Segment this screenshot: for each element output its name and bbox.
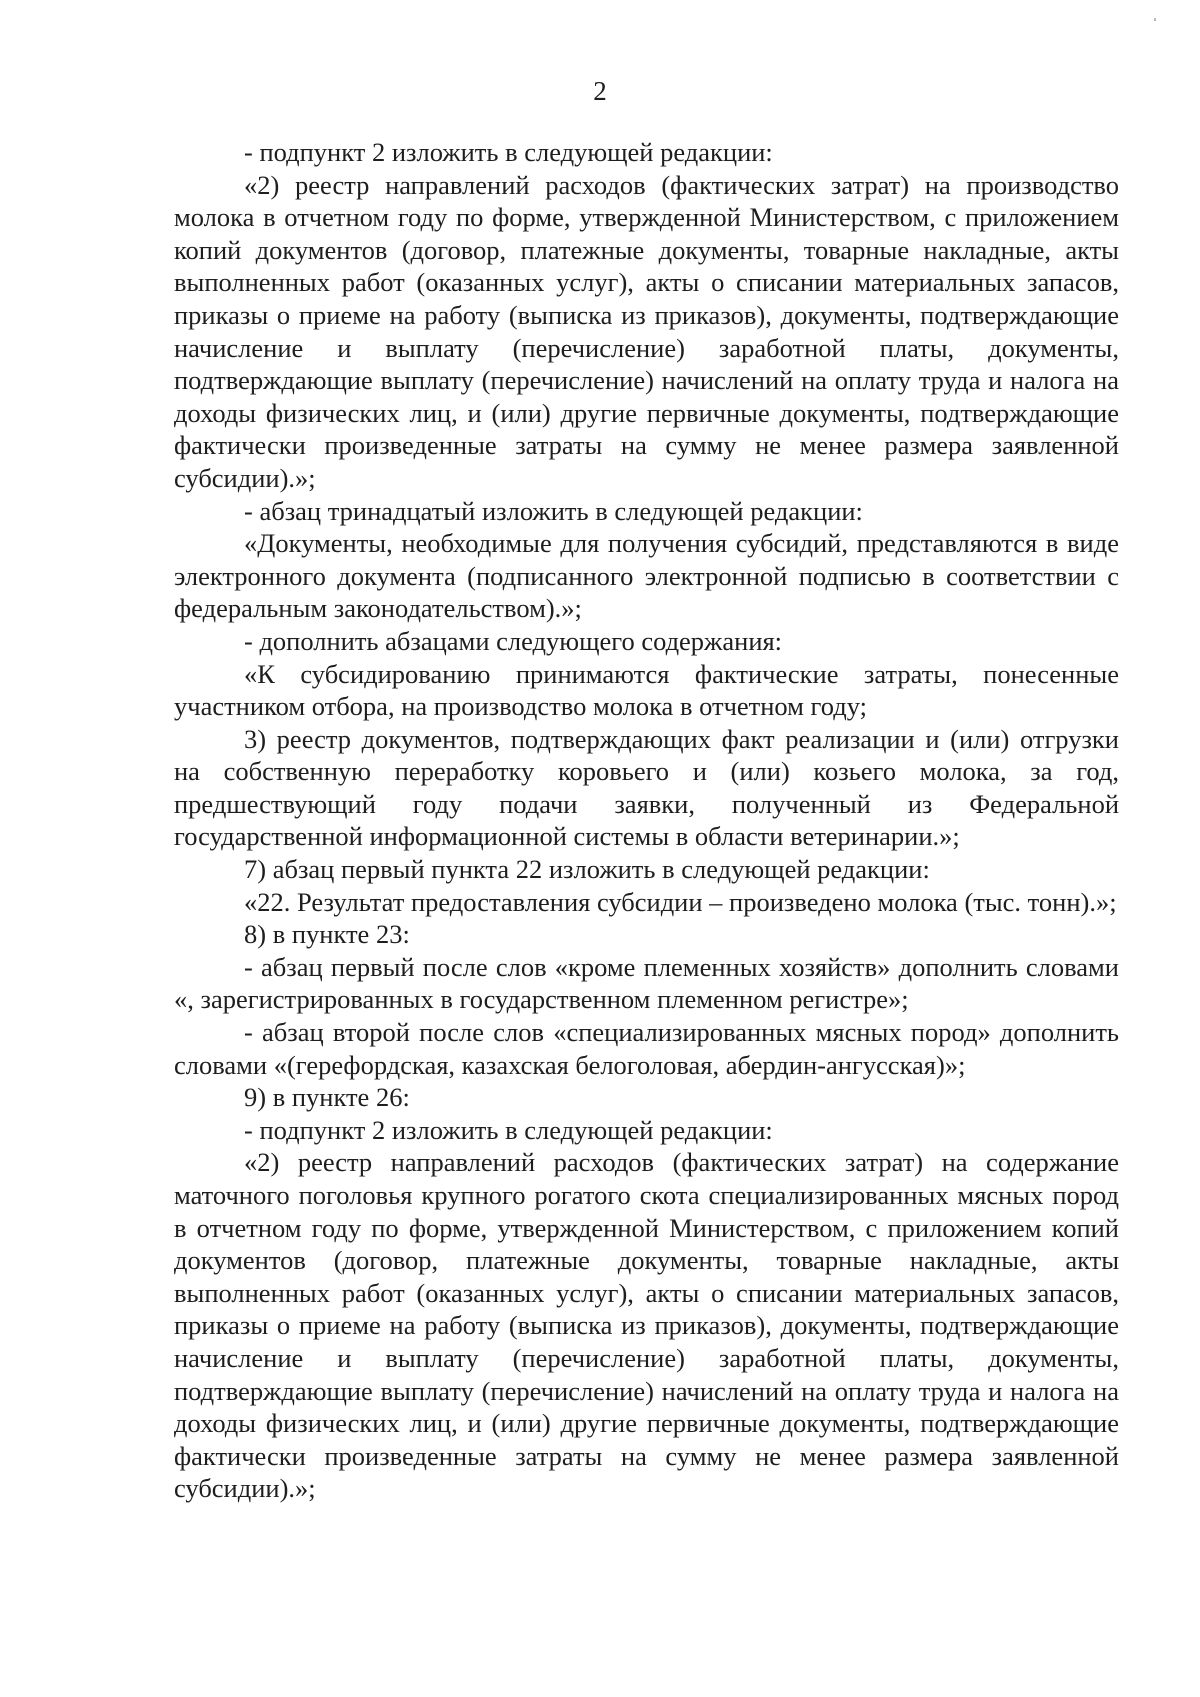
paragraph-milk-expenses-registry: «2) реестр направлений расходов (фактических затрат) на производство молока в отчетном году по форме, утвержденной Министерством, с приложением копий документов (договор, платежные документы, товарные накладные, акты выполненных работ (оказанных услуг), акты о списании материальных запасов, приказы о приеме на работу (выписка из приказов), документы, подтверждающие начисление и выплату (перечисление) заработной платы, документы, подтверждающие выплату (перечисление) начислений на оплату труда и налога на доходы физических лиц, и (или) другие первичные документы, подтверждающие фактически произведенные затраты на сумму не менее размера заявленной субсидии).»; — [174, 169, 1119, 493]
scan-speck — [1154, 18, 1156, 21]
paragraph-thirteenth-heading: - абзац тринадцатый изложить в следующей редакции: — [244, 495, 863, 526]
document-body — [174, 136, 1119, 1505]
paragraph-first-clause-addition: - абзац первый после слов «кроме племенных хозяйств» дополнить словами «, зарегистрированных в государственном племенном регистре»; — [174, 951, 1119, 1015]
paragraph-result-22: «22. Результат предоставления субсидии – произведено молока (тыс. тонн).»; — [244, 886, 1117, 917]
paragraph-subitem-2-heading-second: - подпункт 2 изложить в следующей редакции: — [244, 1114, 773, 1145]
paragraph-cattle-expenses-registry: «2) реестр направлений расходов (фактических затрат) на содержание маточного поголовья крупного рогатого скота специализированных мясных пород в отчетном году по форме, утвержденной Министерством, с приложением копий документов (договор, платежные документы, товарные накладные, акты выполненных работ (оказанных услуг), акты о списании материальных запасов, приказы о приеме на работу (выписка из приказов), документы, подтверждающие начисление и выплату (перечисление) заработной платы, документы, подтверждающие выплату (перечисление) начислений на оплату труда и налога на доходы физических лиц, и (или) другие первичные документы, подтверждающие фактически произведенные затраты на сумму не менее размера заявленной субсидии).»; — [174, 1147, 1119, 1504]
paragraph-item-8: 8) в пункте 23: — [244, 919, 410, 950]
paragraph-second-clause-addition: - абзац второй после слов «специализированных мясных пород» дополнить словами «(герефордская, казахская белоголовая, абердин-ангусская)»; — [174, 1017, 1119, 1080]
paragraph-subitem-2-heading: - подпункт 2 изложить в следующей редакции: — [244, 137, 773, 167]
paragraph-item-9: 9) в пункте 26: — [244, 1082, 410, 1113]
paragraph-subsidized-costs: «К субсидированию принимаются фактические затраты, понесенные участником отбора, на производство молока в отчетном году; — [174, 658, 1119, 722]
paragraph-add-clauses-heading: - дополнить абзацами следующего содержания: — [244, 625, 783, 656]
paragraph-sales-registry: 3) реестр документов, подтверждающих факт реализации и (или) отгрузки на собственную переработку коровьего и (или) козьего молока, за год, предшествующий году подачи заявки, полученный из Федеральной государственной информационной системы в области ветеринарии.»; — [174, 723, 1119, 852]
page-number: 2 — [593, 76, 607, 106]
paragraph-item-7: 7) абзац первый пункта 22 изложить в следующей редакции: — [244, 854, 930, 885]
paragraph-documents-electronic: «Документы, необходимые для получения субсидий, представляются в виде электронного документа (подписанного электронной подписью в соответствии с федеральным законодательством).»; — [174, 528, 1119, 624]
